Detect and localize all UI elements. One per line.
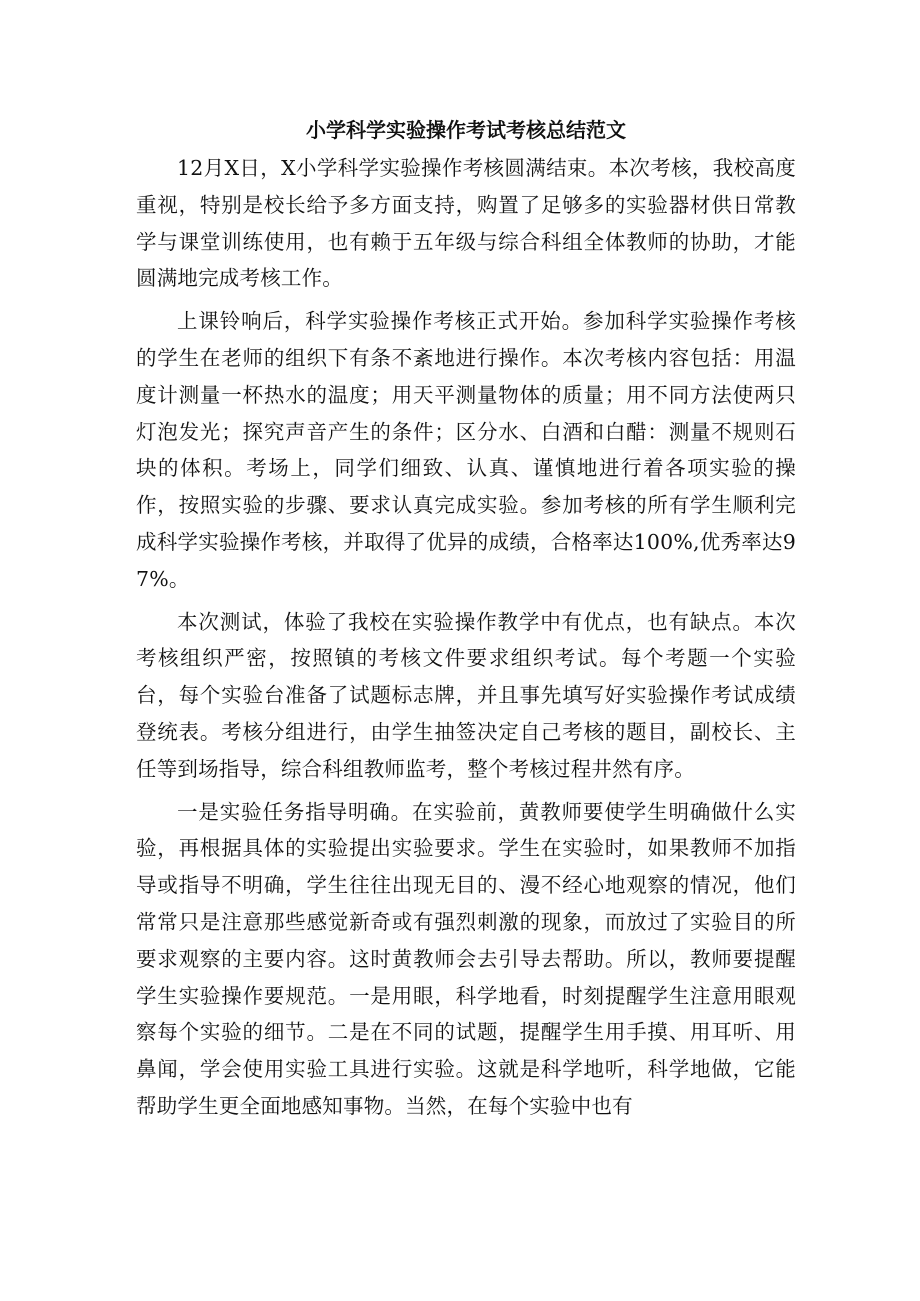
paragraph-3: 本次测试，体验了我校在实验操作教学中有优点，也有缺点。本次考核组织严密，按照镇的考核文件要求组织考试。每个考题一个实验台，每个实验台准备了试题标志牌，并且事先填写好实验操作考试成绩登统表。考核分组进行，由学生抽签决定自己考核的题目，副校长、主任等到场指导，综合科组教师监考，整个考核过程井然有序。 [136,609,796,781]
document-title: 小学科学实验操作考试考核总结范文 [306,118,626,142]
paragraph-2: 上课铃响后，科学实验操作考核正式开始。参加科学实验操作考核的学生在老师的组织下有条不紊地进行操作。本次考核内容包括：用温度计测量一杯热水的温度；用天平测量物体的质量；用不同方法使两只灯泡发光；探究声音产生的条件；区分水、白酒和白醋：测量不规则石块的体积。考场上，同学们细致、认真、谨慎地进行着各项实验的操作，按照实验的步骤、要求认真完成实验。参加考核的所有学生顺利完成科学实验操作考核，并取得了优异的成绩，合格率达100%,优秀率达97%。 [136,309,796,591]
paragraph-1: 12月X日，X小学科学实验操作考核圆满结束。本次考核，我校高度重视，特别是校长给予多方面支持，购置了足够多的实验器材供日常教学与课堂训练使用，也有赖于五年级与综合科组全体教师的协助，才能圆满地完成考核工作。 [136,156,796,291]
paragraph-4: 一是实验任务指导明确。在实验前，黄教师要使学生明确做什么实验，再根据具体的实验提出实验要求。学生在实验时，如果教师不加指导或指导不明确，学生往往出现无目的、漫不经心地观察的情况，他们常常只是注意那些感觉新奇或有强烈刺激的现象，而放过了实验目的所要求观察的主要内容。这时黄教师会去引导去帮助。所以，教师要提醒学生实验操作要规范。一是用眼，科学地看，时刻提醒学生注意用眼观察每个实验的细节。二是在不同的试题，提醒学生用手摸、用耳听、用鼻闻，学会使用实验工具进行实验。这就是科学地听，科学地做，它能帮助学生更全面地感知事物。当然，在每个实验中也有 [136,799,796,1118]
document-page [136,112,796,1272]
